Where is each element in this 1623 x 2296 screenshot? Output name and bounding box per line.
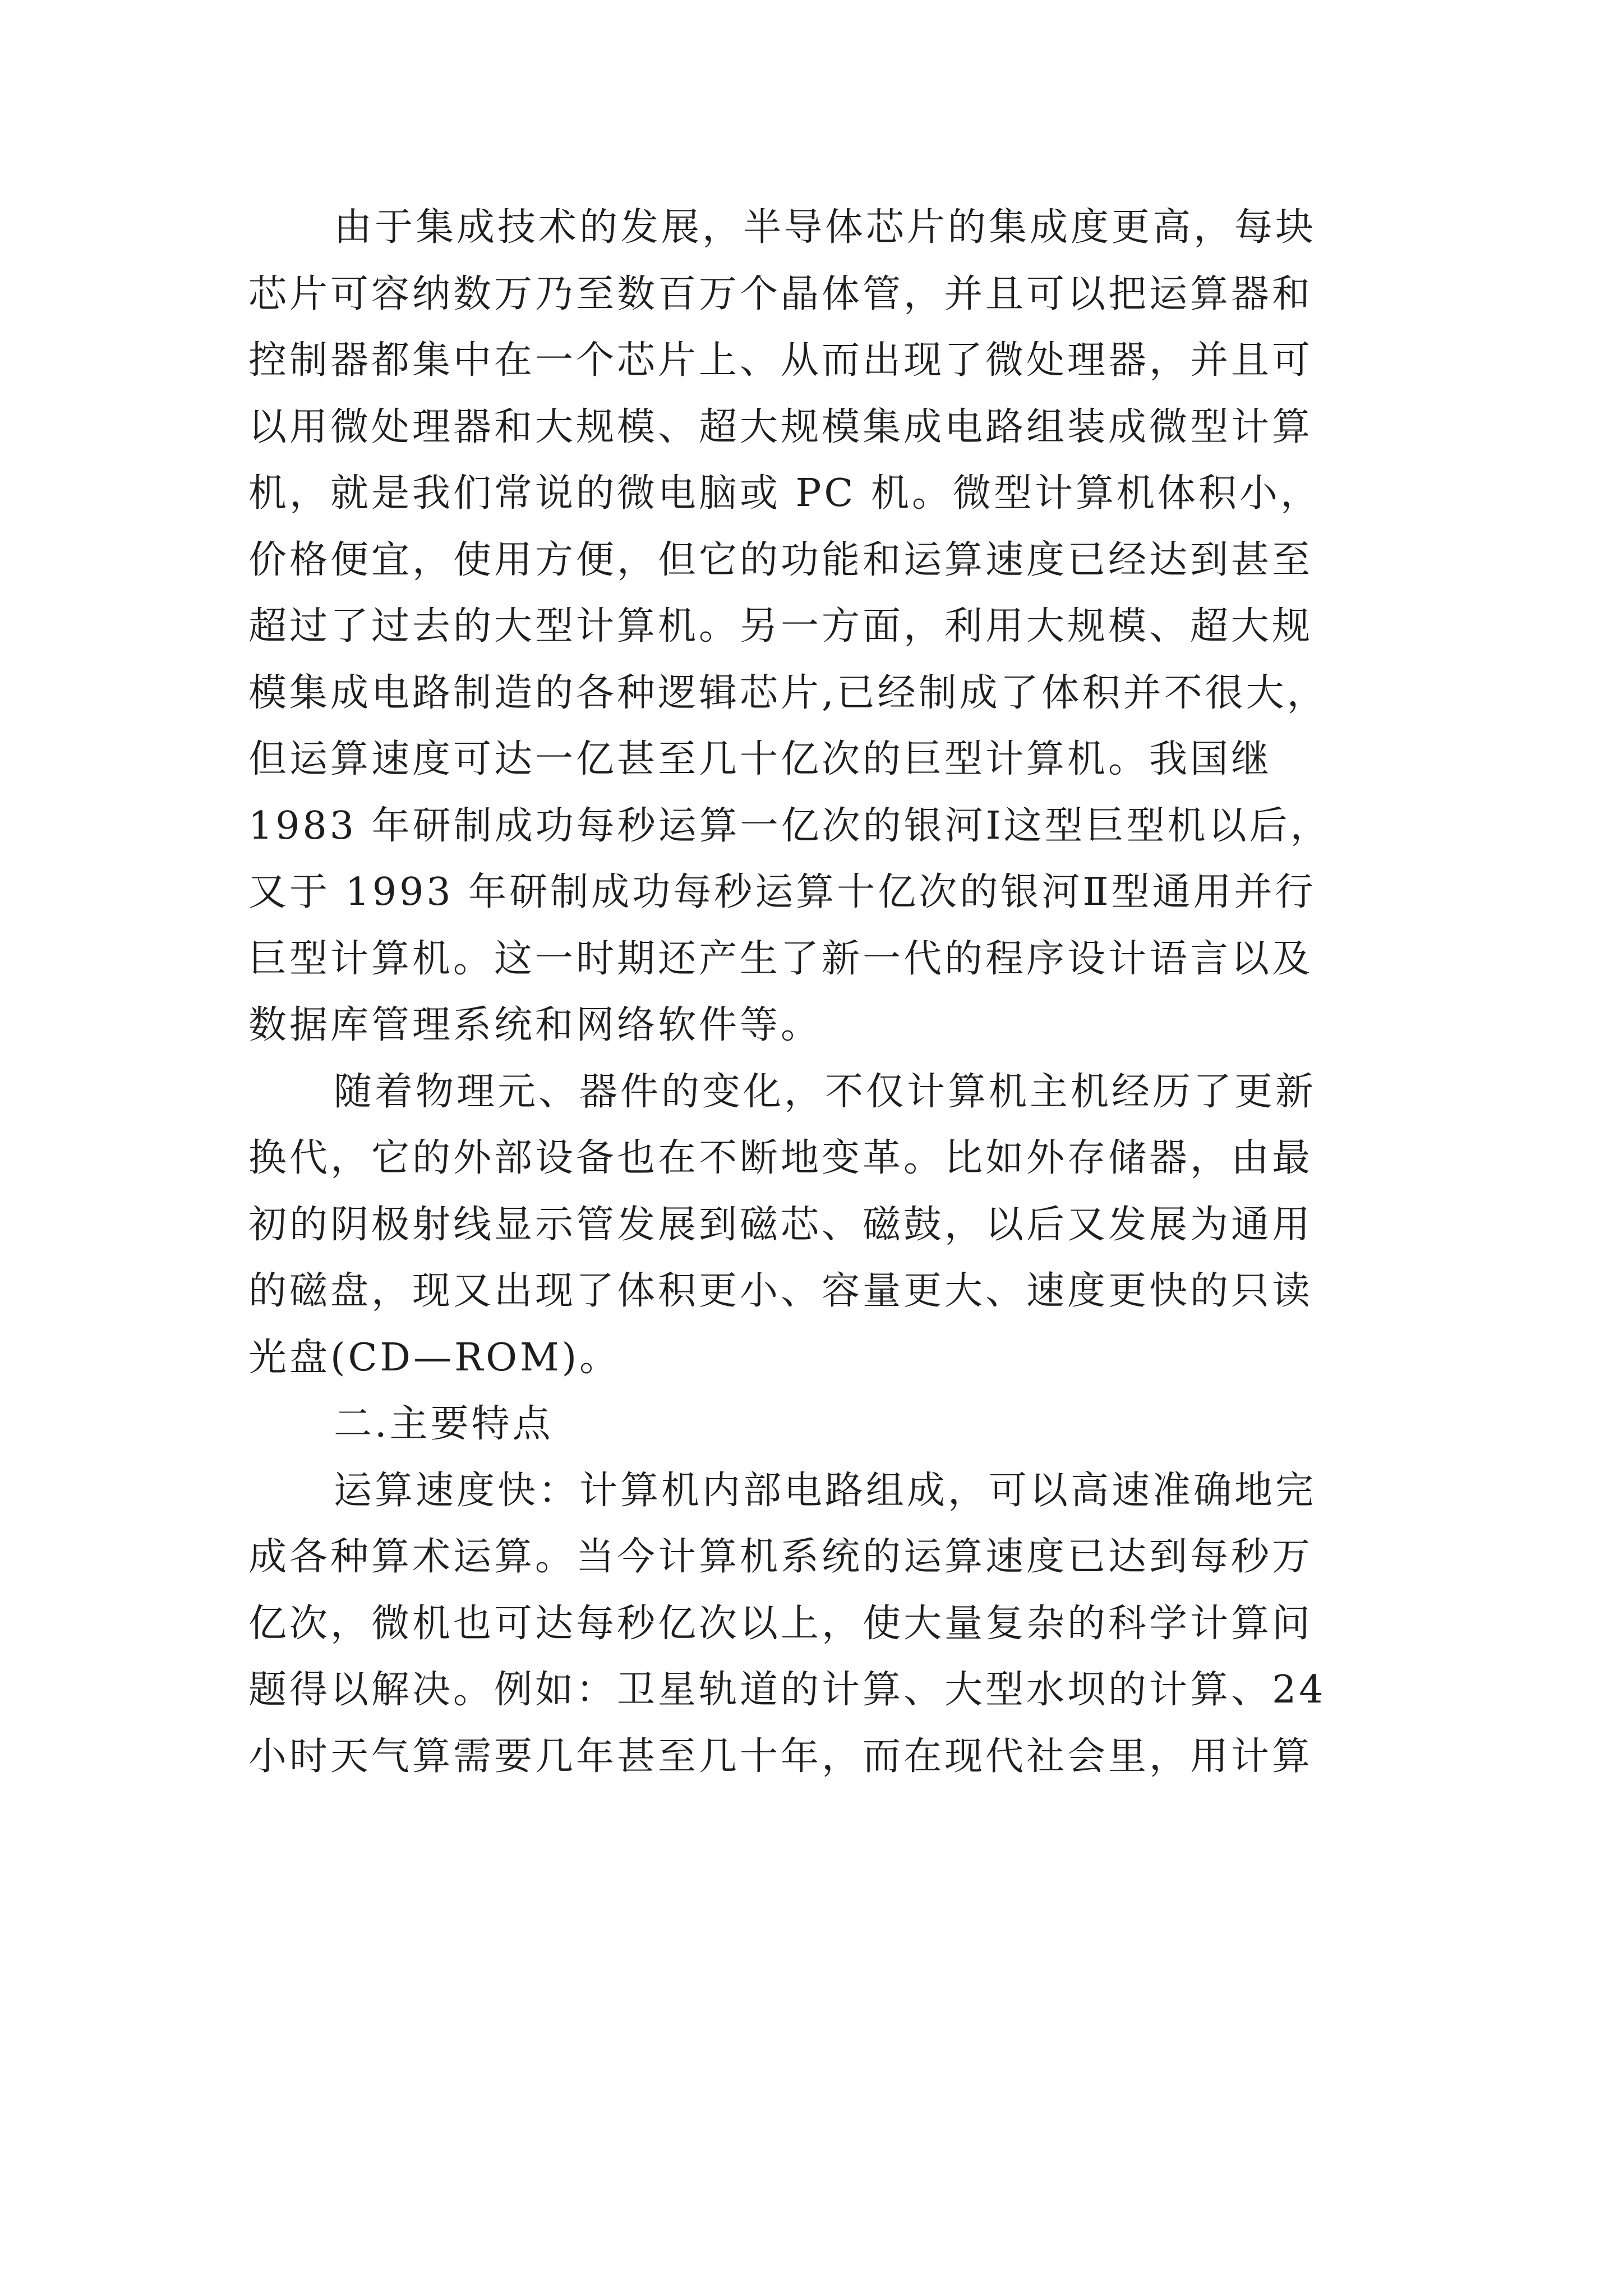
paragraph-line: 成各种算术运算。当今计算机系统的运算速度已达到每秒万 bbox=[248, 1535, 1313, 1579]
paragraph-line: 价格便宜，使用方便，但它的功能和运算速度已经达到甚至 bbox=[248, 537, 1313, 582]
paragraph-line: 光盘(CD—ROM)。 bbox=[248, 1335, 621, 1380]
paragraph-line: 亿次，微机也可达每秒亿次以上，使大量复杂的科学计算问 bbox=[248, 1601, 1313, 1646]
paragraph-line: 超过了过去的大型计算机。另一方面，利用大规模、超大规 bbox=[248, 604, 1313, 648]
paragraph-line: 小时天气算需要几年甚至几十年，而在现代社会里，用计算 bbox=[248, 1734, 1313, 1779]
section-heading: 二.主要特点 bbox=[334, 1402, 554, 1446]
paragraph-line: 题得以解决。例如：卫星轨道的计算、大型水坝的计算、24 bbox=[248, 1668, 1326, 1712]
paragraph-line: 机，就是我们常说的微电脑或 PC 机。微型计算机体积小， bbox=[248, 471, 1322, 516]
paragraph-line: 1983 年研制成功每秒运算一亿次的银河Ⅰ这型巨型机以后， bbox=[248, 803, 1331, 848]
paragraph-line: 初的阴极射线显示管发展到磁芯、磁鼓，以后又发展为通用 bbox=[248, 1202, 1313, 1247]
paragraph-line: 数据库管理系统和网络软件等。 bbox=[248, 1003, 822, 1047]
paragraph-line: 换代，它的外部设备也在不断地变革。比如外存储器，由最 bbox=[248, 1136, 1313, 1180]
paragraph-line: 但运算速度可达一亿甚至几十亿次的巨型计算机。我国继 bbox=[248, 737, 1272, 781]
paragraph-line: 以用微处理器和大规模、超大规模集成电路组装成微型计算 bbox=[248, 404, 1313, 449]
paragraph-line: 芯片可容纳数万乃至数百万个晶体管，并且可以把运算器和 bbox=[248, 272, 1313, 316]
paragraph-line: 又于 1993 年研制成功每秒运算十亿次的银河Ⅱ型通用并行 bbox=[248, 870, 1316, 914]
paragraph-line: 随着物理元、器件的变化，不仅计算机主机经历了更新 bbox=[334, 1069, 1317, 1114]
paragraph-line: 模集成电路制造的各种逻辑芯片,已经制成了体积并不很大， bbox=[248, 670, 1328, 715]
paragraph-line: 由于集成技术的发展，半导体芯片的集成度更高，每块 bbox=[334, 205, 1317, 250]
paragraph-line: 巨型计算机。这一时期还产生了新一代的程序设计语言以及 bbox=[248, 936, 1313, 981]
paragraph-line: 控制器都集中在一个芯片上、从而出现了微处理器，并且可 bbox=[248, 338, 1313, 383]
paragraph-line: 的磁盘，现又出现了体积更小、容量更大、速度更快的只读 bbox=[248, 1269, 1313, 1313]
document-body bbox=[248, 195, 1393, 1790]
paragraph-line: 运算速度快：计算机内部电路组成，可以高速准确地完 bbox=[334, 1468, 1317, 1513]
